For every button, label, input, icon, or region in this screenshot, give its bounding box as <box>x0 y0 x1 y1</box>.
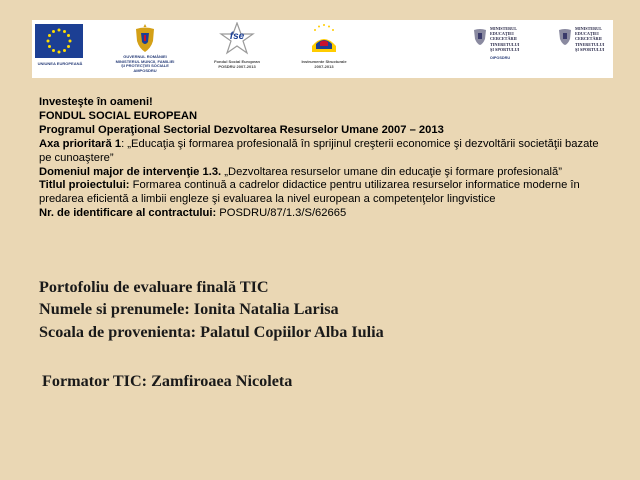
ministry-left-sub: OIPOSDRU <box>489 56 511 60</box>
fund-name: FONDUL SOCIAL EUROPEAN <box>39 109 198 122</box>
school-name: Scoala de provenienta: Palatul Copiilor Alba Iulia <box>39 322 384 341</box>
intervention-domain: Domeniul major de intervenţie 1.3. „Dezvoltarea resurselor umane din educaţie şi formare profesională” <box>39 165 562 178</box>
government-logo <box>112 20 178 78</box>
eu-caption: UNIUNEA EUROPEANĂ <box>37 61 83 66</box>
structural-instruments-icon <box>307 22 341 56</box>
project-info <box>39 96 604 221</box>
ministry-left-caption: MINISTERUL EDUCAŢIEI CERCETĂRII TINERETULUI ŞI SPORTULUI <box>490 26 520 52</box>
coat-of-arms-icon <box>133 23 157 53</box>
portfolio-heading: Portofoliu de evaluare finală TIC <box>39 278 269 296</box>
fse-mark: fse <box>229 31 245 42</box>
portfolio-block <box>39 276 599 343</box>
ministry-right-caption: MINISTERUL EDUCAŢIEI CERCETĂRII TINERETULUI ŞI SPORTULUI <box>575 26 605 52</box>
priority-axis: Axa prioritară 1: „Educaţia şi formarea profesională în sprijinul creşterii economice şi dezvoltării societăţii bazate pe cunoaştere” <box>39 137 599 164</box>
program-name: Programul Operaţional Sectorial Dezvoltarea Resurselor Umane 2007 – 2013 <box>39 123 444 136</box>
contract-id: Nr. de identificare al contractului: POSDRU/87/1.3/S/62665 <box>39 207 347 220</box>
ministry-crest-icon <box>473 28 487 46</box>
ministry-logo-right <box>555 20 613 78</box>
trainer-name: Formator TIC: Zamfiroaea Nicoleta <box>42 372 293 390</box>
eu-flag-icon <box>35 24 83 58</box>
fse-caption: Fondul Social European POSDRU 2007-2013 <box>214 59 260 69</box>
structural-instruments-caption: Instrumente Structurale 2007-2013 <box>301 59 347 69</box>
fse-logo <box>210 20 264 78</box>
project-title: Titlul proiectului: Formarea continuă a cadrelor didactice pentru utilizarea resurselor informatice moderne în predarea eficientă a limbii engleze şi evaluarea la nivel european a competenţelor lingvistice <box>39 179 580 206</box>
government-caption: GUVERNUL ROMÂNIEI MINISTERUL MUNCII, FAMILIEI ŞI PROTECŢIEI SOCIALE AMPOSDRU <box>115 54 175 73</box>
structural-instruments-logo <box>296 20 352 78</box>
ministry-crest-icon <box>558 28 572 46</box>
eu-logo <box>34 20 84 78</box>
logo-bar <box>32 20 613 78</box>
ministry-logo-left <box>470 20 528 78</box>
student-name: Numele si prenumele: Ionita Natalia Larisa <box>39 300 339 319</box>
slogan: Investeşte în oameni! <box>39 96 153 108</box>
